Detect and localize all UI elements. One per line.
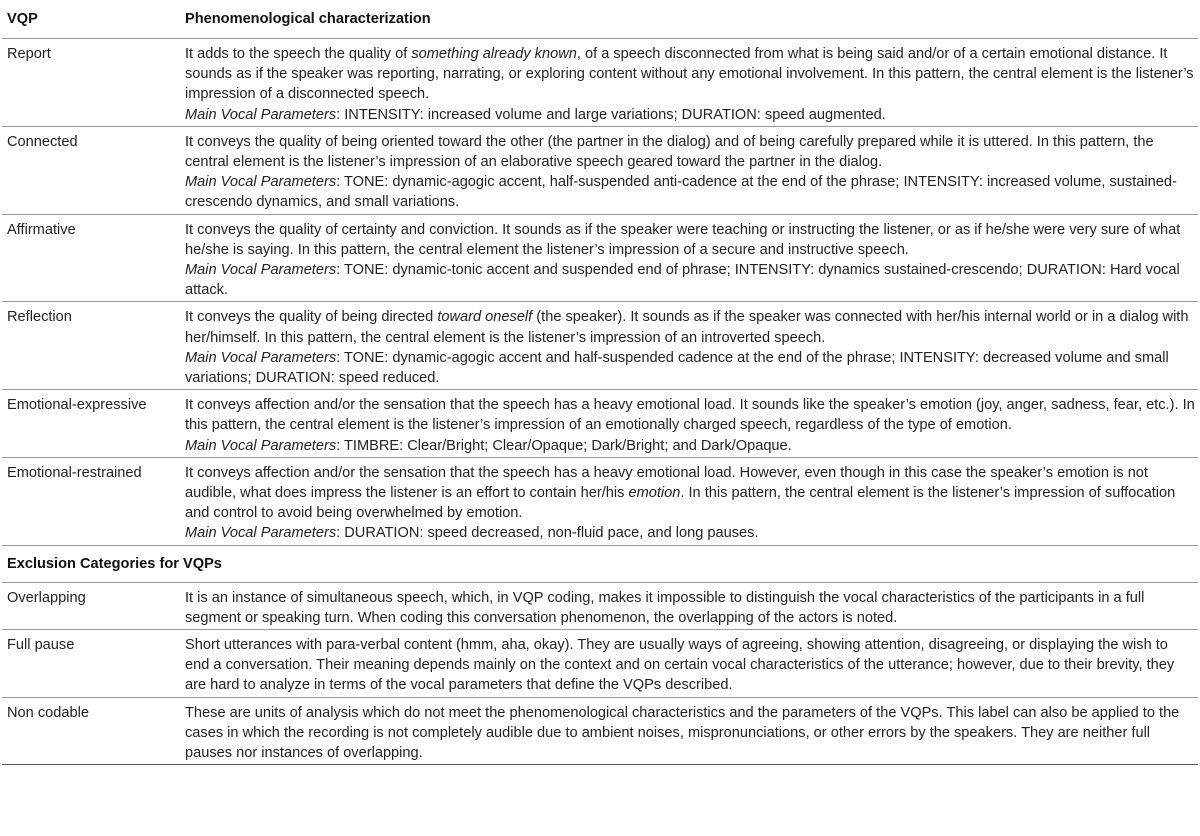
vqp-name: Connected <box>7 133 78 150</box>
table-row <box>2 302 1198 389</box>
exclusion-name: Non codable <box>7 704 89 721</box>
vqp-description: It adds to the speech the quality of something already known, of a speech disconnected from what is being said and/or of a certain emotional distance. It sounds as if the speaker was reporting, narrating, or exploring content without any emotional involvement. In this pattern, the central element is the listener’s impression of a disconnected speech. <box>185 46 1194 103</box>
header-characterization: Phenomenological characterization <box>185 10 431 27</box>
vqp-definition <box>185 220 1197 301</box>
vqp-parameters: Main Vocal Parameters: TIMBRE: Clear/Bright; Clear/Opaque; Dark/Bright; and Dark/Opaque. <box>185 437 792 454</box>
vqp-name: Emotional-expressive <box>7 397 147 414</box>
table-header <box>2 0 1198 38</box>
exclusion-description: These are units of analysis which do not meet the phenomenological characteristics and the parameters of the VQPs. This label can also be applied to the cases in which the recording is not completely audible due to ambient noises, mispronunciations, or other errors by the speakers. They are neither full pauses nor instances of overlapping. <box>185 704 1180 762</box>
vqp-parameters: Main Vocal Parameters: TONE: dynamic-agogic accent, half-suspended anti-cadence at the end of the phrase; INTENSITY: increased volume, sustained-crescendo dynamics, and small variations. <box>185 174 1177 211</box>
vqp-definition <box>185 307 1197 388</box>
vqp-parameters: Main Vocal Parameters: INTENSITY: increased volume and large variations; DURATION: speed augmented. <box>185 106 886 123</box>
vqp-description: It conveys affection and/or the sensation that the speech has a heavy emotional load. However, even though in this case the speaker’s emotion is not audible, what does impress the listener is an effort to contain her/his emotion. In this pattern, the central element is the listener’s impression of suffocation and control to avoid being overwhelmed by emotion. <box>185 464 1176 522</box>
vqp-definition <box>185 463 1197 544</box>
table-row <box>2 698 1198 765</box>
vqp-parameters: Main Vocal Parameters: DURATION: speed decreased, non-fluid pace, and long pauses. <box>185 525 759 542</box>
vqp-name: Affirmative <box>7 221 76 238</box>
vqp-description: It conveys the quality of being directed toward oneself (the speaker). It sounds as if the speaker was connected with her/his internal world or in a dialog with her/himself. In this pattern, the central element is the listener’s impression of an introverted speech. <box>185 309 1189 346</box>
table-bottom-rule <box>2 764 1198 765</box>
vqp-parameters: Main Vocal Parameters: TONE: dynamic-tonic accent and suspended end of phrase; INTENSITY: dynamics sustained-crescendo; DURATION: Hard vocal attack. <box>185 262 1180 299</box>
vqp-name: Reflection <box>7 309 72 326</box>
table-row <box>2 127 1198 214</box>
vqp-name: Emotional-restrained <box>7 464 142 481</box>
vqp-definition <box>185 395 1197 456</box>
vqp-description: It conveys affection and/or the sensation that the speech has a heavy emotional load. It sounds like the speaker’s emotion (joy, anger, sadness, fear, etc.). In this pattern, the central element is the listener’s impression of an emotionally charged speech, regardless of the type of emotion. <box>185 397 1195 434</box>
vqp-description: It conveys the quality of being oriented toward the other (the partner in the dialog) and of being carefully prepared while it is uttered. In this pattern, the central element is the listener’s impression of an elaborative speech geared toward the partner in the dialog. <box>185 133 1154 171</box>
table-row <box>2 583 1198 629</box>
exclusion-name: Overlapping <box>7 589 86 606</box>
vqp-parameters: Main Vocal Parameters: TONE: dynamic-agogic accent and half-suspended cadence at the end of the phrase; INTENSITY: decreased volume and small variations; DURATION: speed reduced. <box>185 349 1169 387</box>
table-row <box>2 630 1198 697</box>
vqp-definition <box>185 44 1197 125</box>
exclusion-description: It is an instance of simultaneous speech, which, in VQP coding, makes it impossible to distinguish the vocal characteristics of the participants in a full segment or speaking turn. When coding this conversation phenomenon, the overlapping of the actors is noted. <box>185 589 1145 626</box>
exclusion-section-title: Exclusion Categories for VQPs <box>7 555 222 572</box>
header-vqp: VQP <box>7 10 38 27</box>
table-row <box>2 215 1198 302</box>
exclusion-list <box>2 583 1198 765</box>
exclusion-name: Full pause <box>7 637 75 654</box>
table-row <box>2 458 1198 545</box>
vqp-description: It conveys the quality of certainty and conviction. It sounds as if the speaker were teaching or instructing the listener, or as if he/she were very sure of what he/she is saying. In this pattern, the central element the listener’s impression of a secure and instructive speech. <box>185 221 1181 258</box>
table-row <box>2 39 1198 126</box>
table-row <box>2 390 1198 457</box>
vqp-name: Report <box>7 46 51 62</box>
vqp-table <box>2 0 1198 765</box>
exclusion-description: Short utterances with para-verbal content (hmm, aha, okay). They are usually ways of agreeing, showing attention, disagreeing, or displaying the wish to end a conversation. Their meaning depends mainly on the context and on certain vocal characteristics of the utterance; however, due to their brevity, they are hard to analyze in terms of the vocal parameters that define the VQPs described. <box>185 637 1175 694</box>
vqp-definition <box>185 132 1197 213</box>
